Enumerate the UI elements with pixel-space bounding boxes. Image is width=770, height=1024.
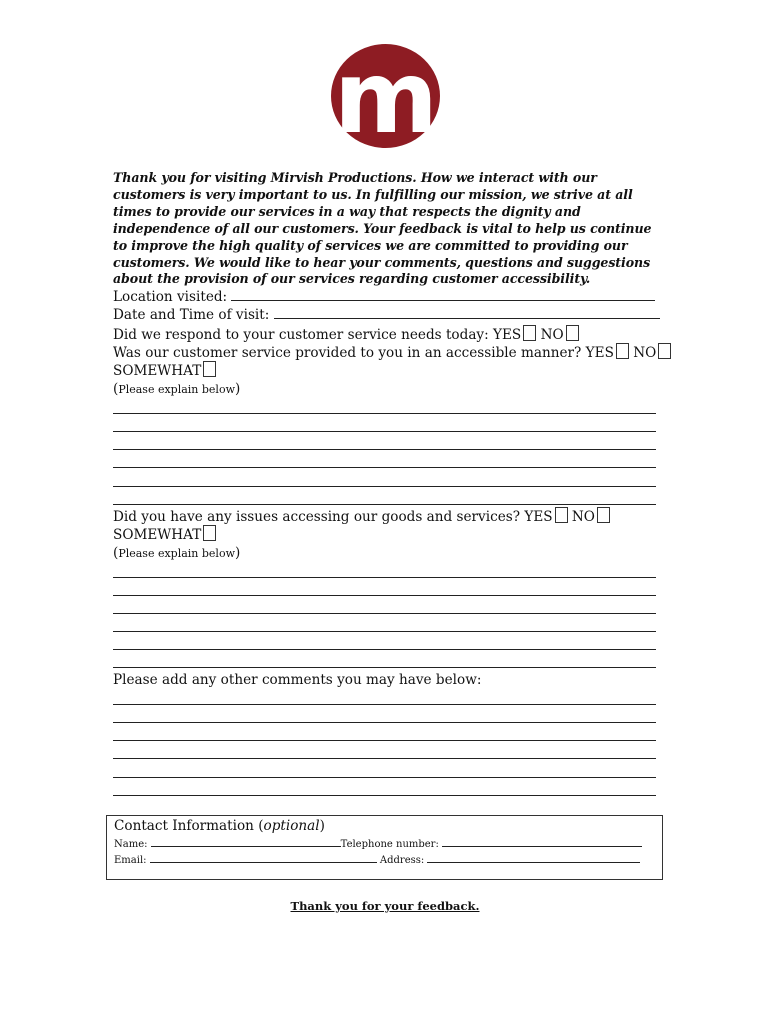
q2-row [113, 343, 671, 362]
q3-no-checkbox[interactable] [597, 507, 610, 523]
q3-yes-checkbox[interactable] [555, 507, 568, 523]
q2-yes-label: YES [585, 345, 614, 361]
q2-no-label: NO [633, 345, 657, 361]
telephone-field[interactable] [442, 837, 642, 847]
intro-paragraph: Thank you for visiting Mirvish Productions. How we interact with our customers is very important to us. In fulfilling our mission, we strive at all times to provide our services in a way that respects the dignity and independence of all our customers. Your feedback is vital to help us continue to improve the high quality of services we are committed to providing our customers. We would like to hear your comments, questions and suggestions about the provision of our services regarding customer accessibility. [113, 170, 652, 287]
answer-line[interactable] [113, 431, 656, 432]
answer-line[interactable] [113, 649, 656, 650]
explain1-text: Please explain below [118, 383, 235, 396]
address-field[interactable] [427, 853, 640, 863]
answer-line[interactable] [113, 577, 656, 578]
q3-somewhat-label: SOMEWHAT [113, 527, 202, 543]
q1-yes-label: YES [493, 327, 522, 343]
answer-line[interactable] [113, 504, 656, 505]
contact-title: Contact Information [114, 818, 254, 834]
explain2-text: Please explain below [118, 547, 235, 560]
comment-line[interactable] [113, 777, 656, 778]
q2-somewhat-label: SOMEWHAT [113, 363, 202, 379]
q1-yes-checkbox[interactable] [523, 325, 536, 341]
q3-somewhat-row [113, 525, 216, 544]
comment-line[interactable] [113, 704, 656, 705]
datetime-field[interactable] [274, 306, 660, 319]
location-field[interactable] [231, 288, 655, 301]
name-label: Name: [114, 839, 148, 850]
explain2-row [113, 544, 240, 563]
comment-line[interactable] [113, 722, 656, 723]
explain1-open: ( [113, 381, 119, 397]
explain1-close: ) [235, 381, 241, 397]
q1-row [113, 325, 579, 344]
contact-line-2 [114, 853, 640, 866]
email-label: Email: [114, 855, 147, 866]
datetime-label: Date and Time of visit: [113, 307, 270, 323]
thanks-footer: Thank you for your feedback. [290, 899, 480, 913]
name-field[interactable] [151, 837, 341, 847]
answer-line[interactable] [113, 613, 656, 614]
q2-yes-checkbox[interactable] [616, 343, 629, 359]
comments-label: Please add any other comments you may have below: [113, 672, 482, 688]
email-field[interactable] [150, 853, 377, 863]
q3-yes-label: YES [524, 509, 553, 525]
answer-line[interactable] [113, 667, 656, 668]
contact-line-1 [114, 837, 642, 850]
q1-no-label: NO [540, 327, 564, 343]
comment-line[interactable] [113, 758, 656, 759]
q3-text: Did you have any issues accessing our goods and services? [113, 509, 521, 525]
comment-line[interactable] [113, 795, 656, 796]
answer-line[interactable] [113, 595, 656, 596]
explain2-open: ( [113, 545, 119, 561]
q2-somewhat-checkbox[interactable] [203, 361, 216, 377]
datetime-row [113, 306, 660, 324]
logo-letter: m [333, 44, 439, 148]
answer-line[interactable] [113, 467, 656, 468]
q2-no-checkbox[interactable] [658, 343, 671, 359]
q3-somewhat-checkbox[interactable] [203, 525, 216, 541]
telephone-label: Telephone number: [340, 839, 439, 850]
address-label: Address: [379, 855, 425, 866]
contact-title-row: Contact Information (optional) [114, 818, 325, 834]
contact-optional: optional [263, 818, 320, 834]
location-row [113, 288, 655, 306]
comments-row [113, 671, 481, 689]
q2-text: Was our customer service provided to you in an accessible manner? [113, 345, 582, 361]
q2-somewhat-row [113, 361, 216, 380]
q3-no-label: NO [571, 509, 595, 525]
q1-text: Did we respond to your customer service needs today: [113, 327, 489, 343]
answer-line[interactable] [113, 413, 656, 414]
contact-box [106, 815, 663, 880]
q3-row [113, 507, 610, 526]
explain2-close: ) [235, 545, 241, 561]
mirvish-logo [331, 44, 440, 148]
answer-line[interactable] [113, 449, 656, 450]
answer-line[interactable] [113, 631, 656, 632]
location-label: Location visited: [113, 289, 228, 305]
explain1-row [113, 380, 240, 399]
q1-no-checkbox[interactable] [566, 325, 579, 341]
comment-line[interactable] [113, 740, 656, 741]
answer-line[interactable] [113, 486, 656, 487]
